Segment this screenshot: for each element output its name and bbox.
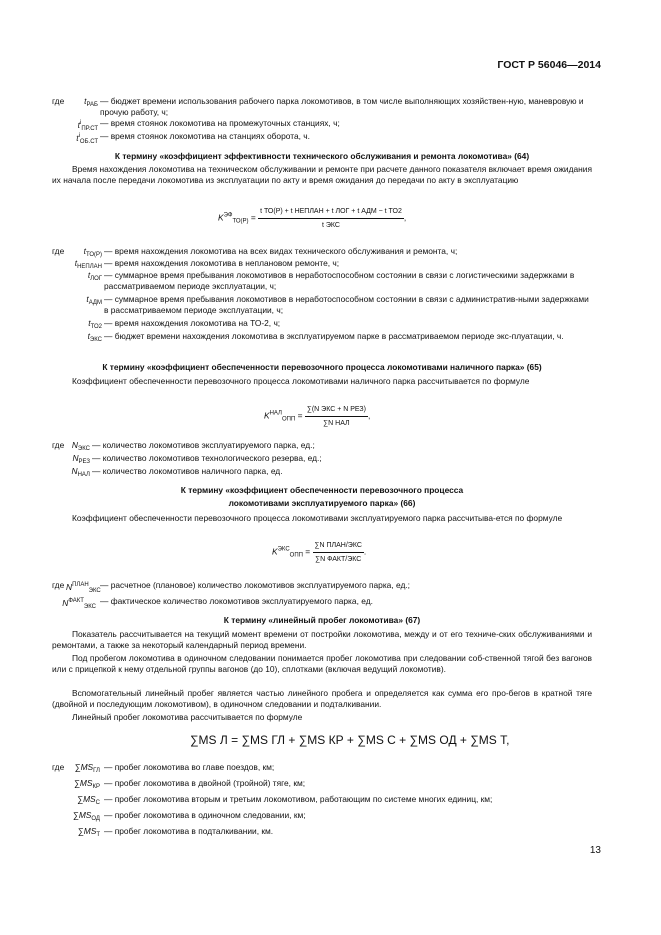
paragraph-66: Коэффициент обеспеченности перевозочного процесса локомотивами эксплуатируемого парка рассчитыва-ется по формуле	[72, 513, 563, 523]
symbol: $t_{РАБ}$	[84, 96, 98, 108]
definition-t-log	[52, 270, 592, 292]
definition-n-nal	[52, 466, 592, 478]
definition-n-fakt	[52, 596, 592, 608]
definition-t-to	[52, 246, 592, 258]
where-label: где	[52, 96, 65, 106]
symbol: $t_{ЛОГ}$	[87, 270, 102, 282]
where-label: где	[52, 580, 65, 590]
definition-text: — расчетное (плановое) количество локомотивов эксплуатируемого парка, ед.;	[100, 580, 410, 590]
paragraph-64: Время нахождения локомотива на техническом обслуживании и ремонте при расчете данного показателя включает время ожидания их начала после передачи локомотива из эксплуатации по акту и время ожидания до передачи по акту в эксплуатацию	[52, 164, 592, 185]
symbol: $t_{АДМ}$	[86, 294, 102, 306]
symbol: $N_{РЕЗ}$	[72, 453, 90, 465]
definition-text: — время нахождения локомотива на ТО-2, ч;	[104, 318, 281, 328]
formula-denominator: t ЭКС	[321, 222, 340, 229]
section-heading-66-line2: локомотивами эксплуатируемого парка» (66)	[228, 498, 416, 508]
definition-text: — пробег локомотива в двойной (тройной) тяге, км;	[104, 778, 306, 788]
definition-n-rez	[52, 453, 592, 465]
definition-text: — суммарное время пребывания локомотивов в неработоспособном состоянии в связи с административ-ными задержками в рассматриваемом периоде эксплуатации, ч;	[104, 294, 589, 315]
formula-65: $K^{НАЛ}_{ОПП}$ = $\frac{\text{∑(N ЭКС + N РЕЗ)}}{\text{∑N НАЛ}}$ ,	[264, 406, 371, 427]
definition-t-ob-st	[52, 131, 592, 143]
definition-text: — бюджет времени использования рабочего парка локомотивов, в том числе выполняющих хозяйствен-ную, маневровую и прочую работу, ч;	[100, 96, 584, 117]
definition-text: — количество локомотивов технологического резерва, ед.;	[92, 453, 322, 463]
paragraph-65: Коэффициент обеспеченности перевозочного процесса локомотивами наличного парка рассчитывается по формуле	[72, 376, 530, 386]
symbol: $N_{НАЛ}$	[71, 466, 90, 478]
page-number: 13	[589, 845, 601, 856]
definition-text: — время нахождения локомотива на всех видах технического обслуживания и ремонта, ч;	[104, 246, 458, 256]
definition-text: — пробег локомотива во главе поездов, км;	[104, 762, 275, 772]
definition-text: — количество локомотивов эксплуатируемого парка, ед.;	[92, 440, 315, 450]
formula-66: $K^{ЭКС}_{ОПП}$ = $\frac{\text{∑N ПЛАН/ЭКС}}{\text{∑N ФАКТ/ЭКС}}$ .	[272, 542, 367, 563]
symbol: $\sum MS_{ГЛ}$	[74, 762, 100, 774]
symbol: $t_{НЕПЛАН}$	[74, 258, 102, 270]
definition-ms-s	[52, 794, 592, 808]
section-heading-65: К термину «коэффициент обеспеченности перевозочного процесса локомотивами наличного парка» (65)	[102, 362, 542, 372]
definition-text: — суммарное время пребывания локомотивов в неработоспособном состоянии в связи с логистическими задержками в рассматриваемом периоде эксплуатации, ч;	[104, 270, 575, 291]
symbol: $N_{ЭКС}$	[71, 440, 90, 452]
where-label: где	[52, 246, 65, 256]
paragraph-67-3: Вспомогательный линейный пробег является частью линейного пробега и определяется как сумма его про-бегов в кратной тяге (двойной и последующим локомотивом), в одиночном следовании и подталкивании.	[52, 688, 592, 709]
definition-ms-t	[52, 826, 592, 840]
definition-ms-gl	[52, 762, 592, 776]
definition-t-to2	[52, 318, 592, 330]
definition-ms-kr	[52, 778, 592, 792]
document-header: ГОСТ Р 56046—2014	[497, 59, 601, 71]
formula-denominator: ∑N НАЛ	[323, 420, 350, 427]
definition-text: — количество локомотивов наличного парка, ед.	[92, 466, 283, 476]
paragraph-67-2: Под пробегом локомотива в одиночном следовании понимается пробег локомотива при следовании соб-ственной тягой без вагонов или с прицепкой к нему отдельной группы вагонов (до 10), сплотками (включая ведущий локомотив).	[52, 653, 592, 674]
symbol: $t^i_{ПР.СТ}$	[77, 120, 98, 132]
where-label: где	[52, 762, 65, 772]
definition-text: — фактическое количество локомотивов эксплуатируемого парка, ед.	[100, 596, 373, 606]
section-heading-64: К термину «коэффициент эффективности технического обслуживания и ремонта локомотива» (64)	[114, 151, 530, 161]
paragraph-67-4: Линейный пробег локомотива рассчитывается по формуле	[72, 712, 303, 722]
paragraph-67-1: Показатель рассчитывается на текущий момент времени от постройки локомотива, между и от его техниче-ских обслуживаниями и ремонтами, а также за некоторый календарный период времени.	[52, 629, 592, 650]
definition-text: — бюджет времени нахождения локомотива в эксплуатируемом парке в рассматриваемом периоде экс-плуатации, ч.	[104, 331, 564, 341]
where-label: где	[52, 440, 65, 450]
formula-numerator: ∑N ПЛАН/ЭКС	[313, 540, 364, 553]
definition-ms-od	[52, 810, 592, 824]
definition-t-rab	[52, 96, 592, 117]
symbol: $\sum MS_Т$	[77, 826, 100, 838]
definition-t-neplan	[52, 258, 592, 270]
formula-denominator: ∑N ФАКТ/ЭКС	[315, 556, 362, 563]
definition-t-pr-st	[52, 118, 592, 130]
symbol: $N^{ФАКТ}_{ЭКС}$	[62, 598, 96, 610]
symbol: $\sum MS_С$	[77, 794, 100, 806]
definition-t-adm	[52, 294, 592, 316]
symbol: $t_{ТО(Р)}$	[83, 246, 102, 258]
definition-text: — пробег локомотива вторым и третьим локомотивом, работающим по системе многих единиц, км;	[104, 794, 493, 804]
definition-t-eks	[52, 331, 592, 353]
section-heading-67: К термину «линейный пробег локомотива» (67)	[223, 615, 421, 625]
symbol: $\sum MS_{КР}$	[73, 778, 100, 790]
definition-n-eks	[52, 440, 592, 452]
definition-text: — пробег локомотива в одиночном следовании, км;	[104, 810, 306, 820]
formula-64: $K^{ЭФ}_{ТО(Р)}$ = $\frac{\text{t ТО(Р) + t НЕПЛАН + t ЛОГ + t АДМ − t ТО2}}{\text{t ЭКС}}$ ,	[218, 208, 407, 229]
symbol: $t_{ЭКС}$	[87, 331, 102, 343]
definition-text: — время стоянок локомотива на промежуточных станциях, ч;	[100, 118, 340, 128]
definition-text: — время нахождения локомотива в неплановом ремонте, ч;	[104, 258, 340, 268]
symbol: $t_{ТО2}$	[88, 318, 102, 330]
definition-text: — время стоянок локомотива на станциях оборота, ч.	[100, 131, 310, 141]
formula-numerator: ∑(N ЭКС + N РЕЗ)	[305, 404, 368, 417]
formula-numerator: t ТО(Р) + t НЕПЛАН + t ЛОГ + t АДМ − t ТО2	[258, 206, 404, 219]
section-heading-66-line1: К термину «коэффициент обеспеченности перевозочного процесса	[180, 485, 464, 495]
symbol: $t^i_{ОБ.СТ}$	[76, 133, 98, 145]
definition-text: — пробег локомотива в подталкивании, км.	[104, 826, 274, 836]
definition-n-plan	[52, 580, 592, 592]
symbol: $N^{ПЛАН}_{ЭКС}$	[66, 582, 101, 594]
formula-67: ∑MS Л = ∑MS ГЛ + ∑MS КР + ∑MS С + ∑MS ОД + ∑MS Т,	[190, 733, 510, 747]
symbol: $\sum MS_{ОД}$	[72, 810, 100, 822]
